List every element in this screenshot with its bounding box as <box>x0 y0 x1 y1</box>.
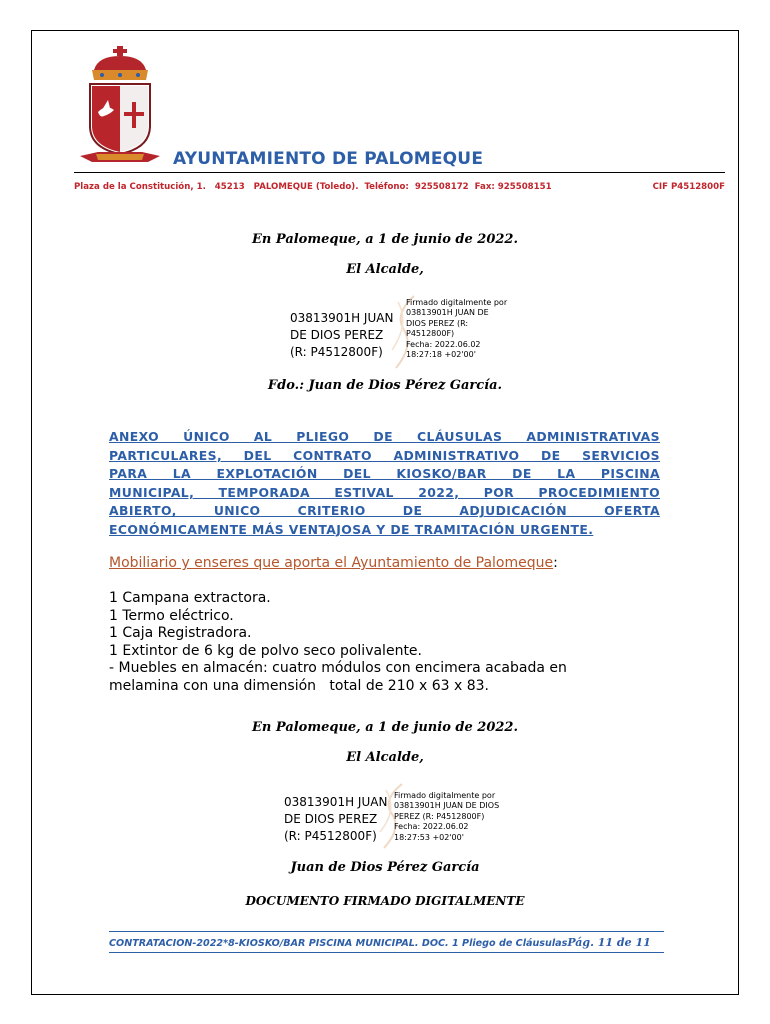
list-item: - Muebles en almacén: cuatro módulos con encimera acabada en <box>109 660 567 677</box>
signature-detail-line: 18:27:53 +02'00' <box>394 832 464 842</box>
list-item: 1 Extintor de 6 kg de polvo seco polivalente. <box>109 642 422 659</box>
list-item: 1 Caja Registradora. <box>109 625 252 642</box>
signature-name-line: (R: P4512800F) <box>284 829 377 843</box>
coat-of-arms-icon <box>78 44 162 168</box>
footer-reference: CONTRATACION-2022*8-KIOSKO/BAR PISCINA MUNICIPAL. DOC. 1 Pliego de Cláusulas <box>109 938 568 949</box>
signature-name-line: DE DIOS PEREZ <box>284 812 378 826</box>
header-rule <box>74 172 725 173</box>
signature-detail-line: 18:27:18 +02'00' <box>406 350 476 360</box>
list-item: 1 Campana extractora. <box>109 590 271 606</box>
annex-title <box>109 428 660 540</box>
signature-name-line: (R: P4512800F) <box>290 345 383 359</box>
signature-detail-line: P4512800F) <box>406 329 455 339</box>
signed-by-1: Fdo.: Juan de Dios Pérez García. <box>267 378 503 393</box>
signature-name-line: DE DIOS PEREZ <box>290 328 384 342</box>
furniture-heading-text: Mobiliario y enseres que aporta el Ayuntamiento de Palomeque <box>109 555 554 571</box>
footer-rule-top <box>109 931 664 932</box>
signature-name-1 <box>290 310 393 361</box>
annex-title-line: PARA LA EXPLOTACIÓN DEL KIOSKO/BAR DE LA PISCINA <box>109 466 660 482</box>
signature-details-2 <box>394 791 499 843</box>
signature-details-1 <box>406 298 507 360</box>
signature-detail-line: 03813901H JUAN DE <box>406 308 489 318</box>
role-2: El Alcalde, <box>346 750 424 765</box>
signature-detail-line: Fecha: 2022.06.02 <box>406 339 481 349</box>
annex-title-line: ANEXO ÚNICO AL PLIEGO DE CLÁUSULAS ADMINISTRATIVAS <box>109 429 660 444</box>
place-date-2: En Palomeque, a 1 de junio de 2022. <box>252 720 518 735</box>
furniture-list <box>109 590 669 696</box>
signed-by-2: Juan de Dios Pérez García <box>290 860 480 875</box>
signature-detail-line: 03813901H JUAN DE DIOS <box>394 801 500 811</box>
signature-detail-line: Fecha: 2022.06.02 <box>394 822 469 832</box>
digital-signature-note: DOCUMENTO FIRMADO DIGITALMENTE <box>245 894 525 908</box>
furniture-heading <box>109 555 558 571</box>
annex-title-line: MUNICIPAL, TEMPORADA ESTIVAL 2022, POR PROCEDIMIENTO <box>109 484 660 500</box>
list-item: melamina con una dimensión total de 210 x 63 x 83. <box>109 677 489 694</box>
footer <box>109 936 651 949</box>
signature-name-line: 03813901H JUAN <box>290 311 394 325</box>
cif-text: CIF P4512800F <box>652 182 725 192</box>
org-name: AYUNTAMIENTO DE PALOMEQUE <box>173 149 484 169</box>
signature-name-line: 03813901H JUAN <box>284 795 388 809</box>
place-date-1: En Palomeque, a 1 de junio de 2022. <box>252 232 518 247</box>
annex-title-line: ECONÓMICAMENTE MÁS VENTAJOSA Y DE TRAMITACIÓN URGENTE. <box>109 521 594 537</box>
role-1: El Alcalde, <box>346 262 424 277</box>
furniture-heading-colon: : <box>553 555 558 571</box>
footer-page-number: Pág. 11 de 11 <box>567 936 651 949</box>
signature-detail-line: Firmado digitalmente por <box>406 298 508 307</box>
signature-detail-line: DIOS PEREZ (R: <box>406 318 469 328</box>
annex-title-line: PARTICULARES, DEL CONTRATO ADMINISTRATIVO DE SERVICIOS <box>109 447 660 463</box>
signature-detail-line: Firmado digitalmente por <box>394 791 496 800</box>
list-item: 1 Termo eléctrico. <box>109 607 234 624</box>
annex-title-line: ABIERTO, UNICO CRITERIO DE ADJUDICACIÓN OFERTA <box>109 503 660 519</box>
signature-detail-line: PEREZ (R: P4512800F) <box>394 811 485 821</box>
address-text: Plaza de la Constitución, 1. 45213 PALOMEQUE (Toledo). Teléfono: 925508172 Fax: 925508151 <box>74 182 552 192</box>
address-line <box>74 182 725 192</box>
footer-rule-bottom <box>109 952 664 953</box>
